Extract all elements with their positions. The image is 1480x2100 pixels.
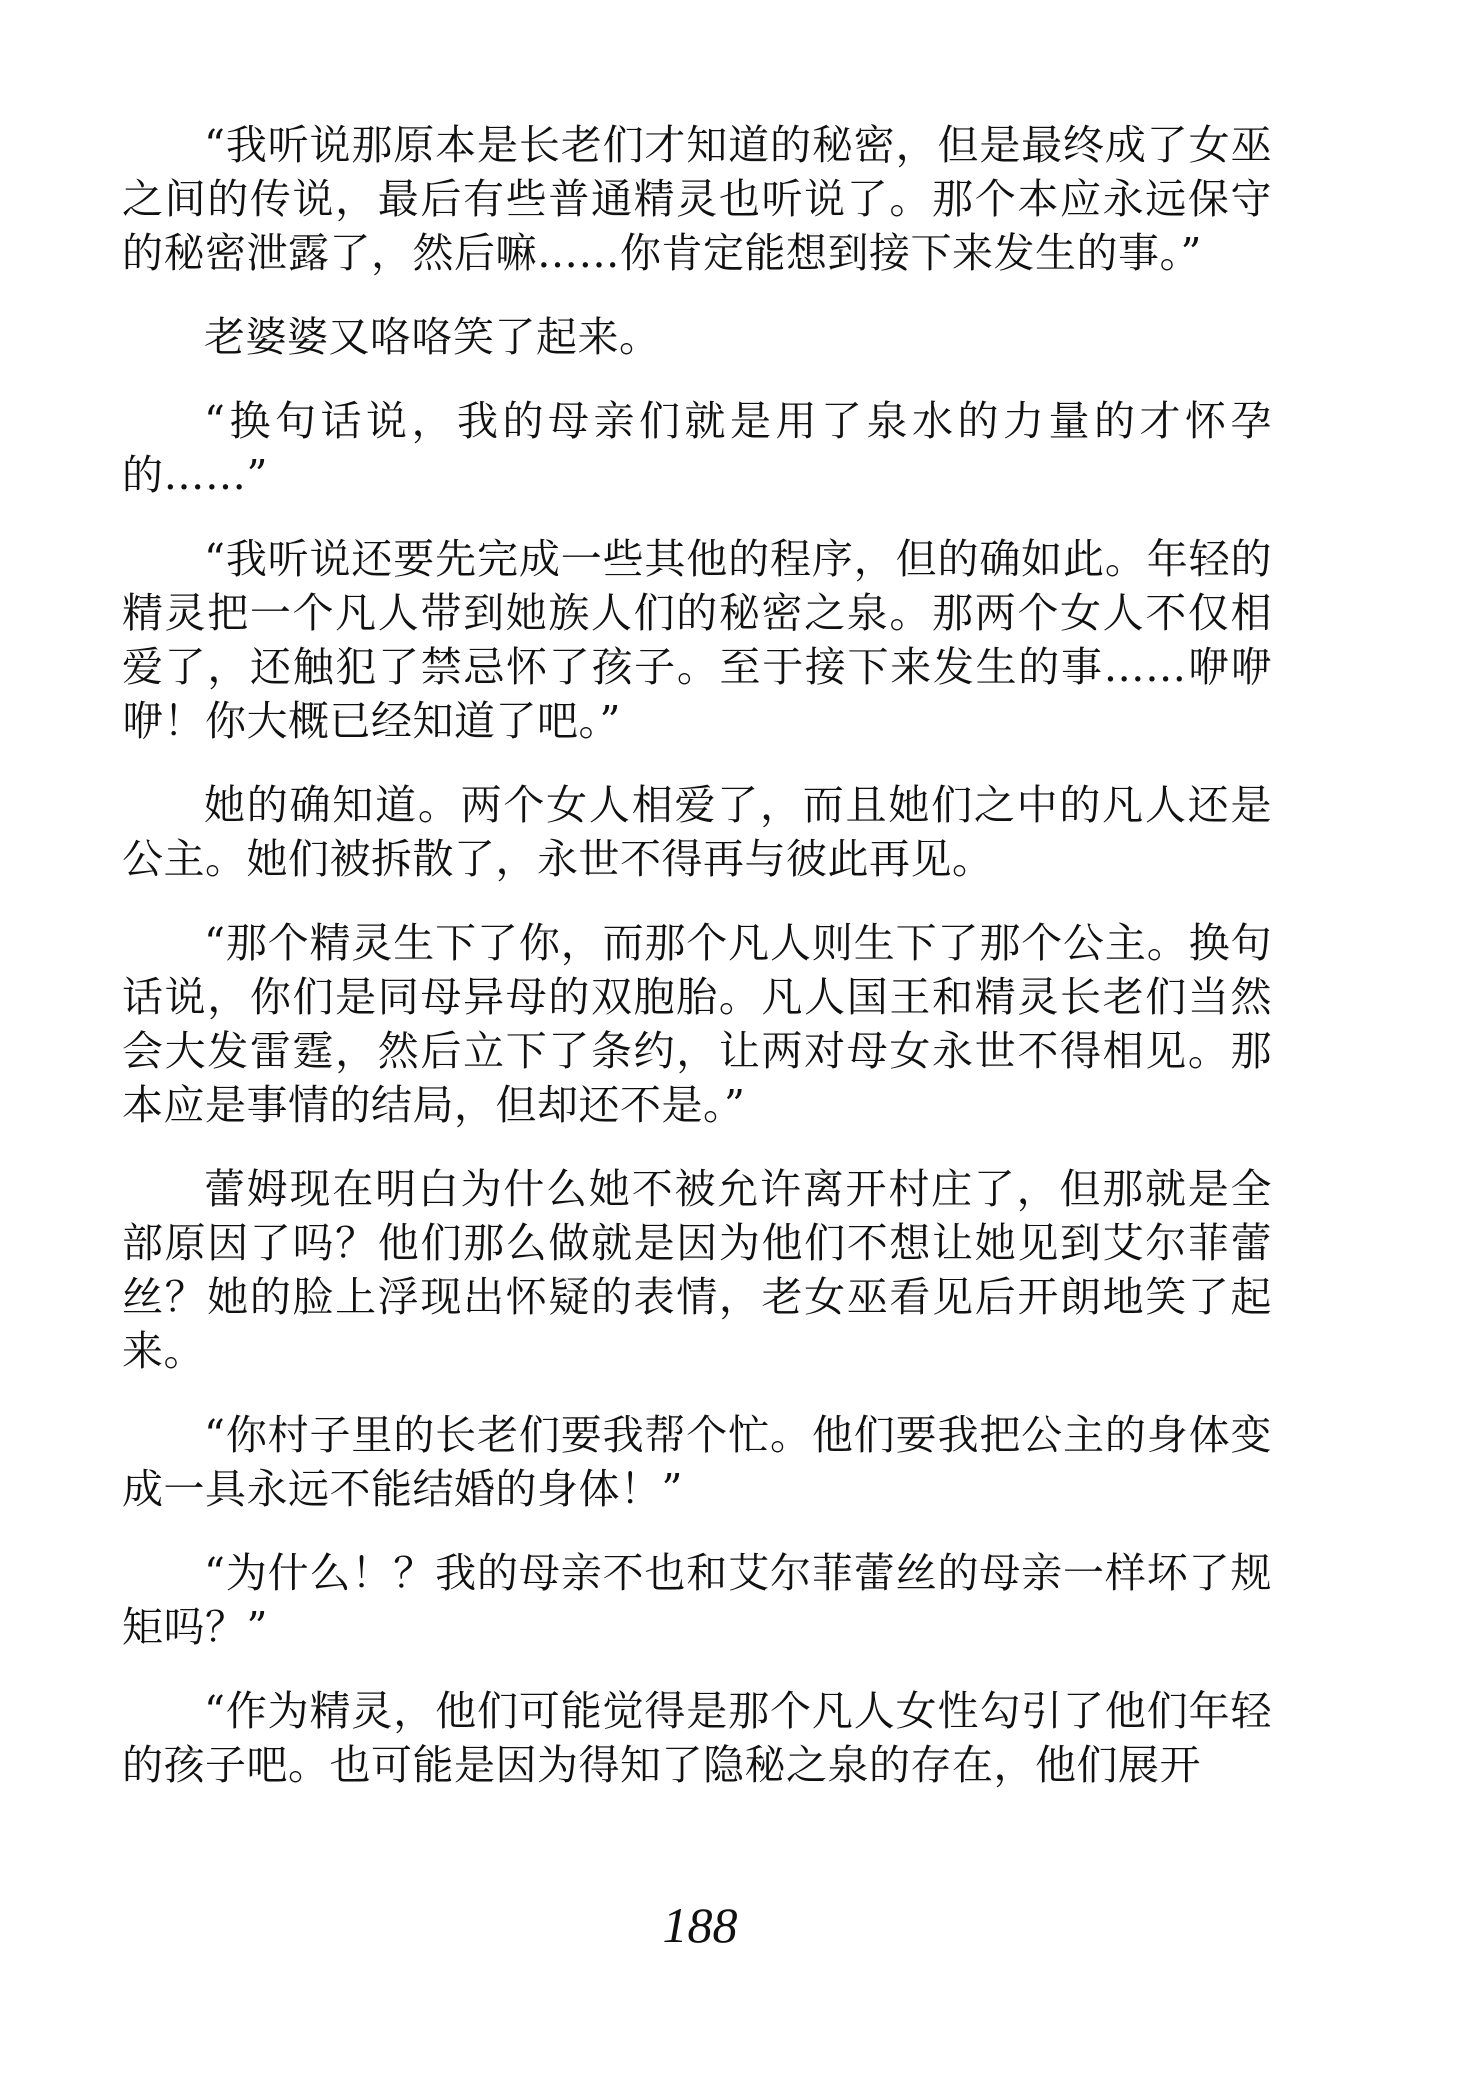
paragraph: “我听说还要先完成一些其他的程序，但的确如此。年轻的精灵把一个凡人带到她族人们的秘密之泉。那两个女人不仅相爱了，还触犯了禁忌怀了孩子。至于接下来发生的事……咿咿咿！你大概已经知道了吧。”: [122, 535, 1272, 745]
paragraph: “我听说那原本是长老们才知道的秘密，但是最终成了女巫之间的传说，最后有些普通精灵也听说了。那个本应永远保守的秘密泄露了，然后嘛……你肯定能想到接下来发生的事。”: [122, 121, 1272, 277]
body-text: [122, 118, 1272, 1822]
paragraph: 蕾姆现在明白为什么她不被允许离开村庄了，但那就是全部原因了吗？他们那么做就是因为他们不想让她见到艾尔菲蕾丝？她的脸上浮现出怀疑的表情，老女巫看见后开朗地笑了起来。: [122, 1165, 1272, 1375]
paragraph: “换句话说，我的母亲们就是用了泉水的力量的才怀孕的……”: [122, 397, 1272, 499]
page-number: 188: [662, 1897, 738, 1953]
paragraph: “作为精灵，他们可能觉得是那个凡人女性勾引了他们年轻的孩子吧。也可能是因为得知了隐秘之泉的存在，他们展开: [122, 1687, 1272, 1789]
paragraph: “为什么！？我的母亲不也和艾尔菲蕾丝的母亲一样坏了规矩吗？”: [122, 1549, 1272, 1651]
paragraph: “你村子里的长老们要我帮个忙。他们要我把公主的身体变成一具永远不能结婚的身体！”: [122, 1411, 1272, 1513]
paragraph: 老婆婆又咯咯笑了起来。: [204, 313, 661, 361]
paragraph: 她的确知道。两个女人相爱了，而且她们之中的凡人还是公主。她们被拆散了，永世不得再与彼此再见。: [122, 781, 1272, 883]
paragraph: “那个精灵生下了你，而那个凡人则生下了那个公主。换句话说，你们是同母异母的双胞胎。凡人国王和精灵长老们当然会大发雷霆，然后立下了条约，让两对母女永世不得相见。那本应是事情的结局，但却还不是。”: [122, 919, 1272, 1129]
